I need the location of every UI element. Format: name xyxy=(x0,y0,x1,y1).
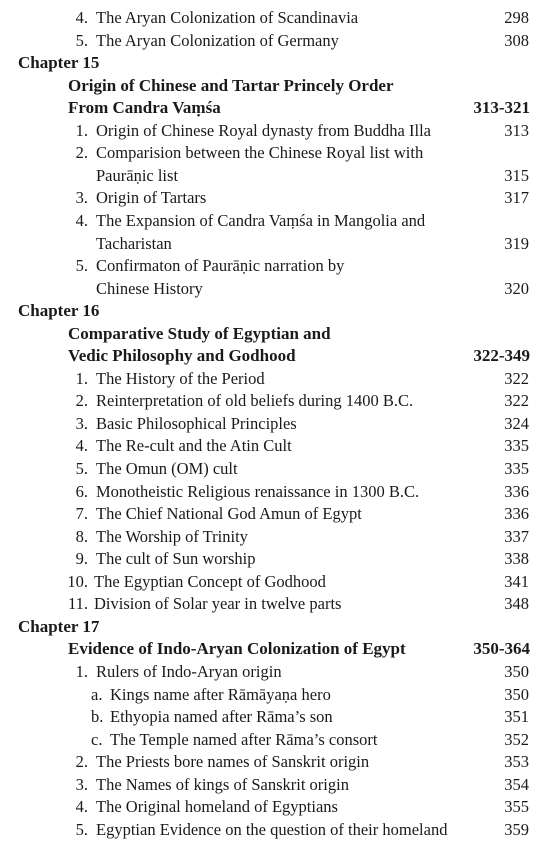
entry-text: The Re-cult and the Atin Cult xyxy=(96,436,292,456)
toc-entry xyxy=(0,187,544,209)
entry-number: 8. xyxy=(75,526,88,546)
entry-text: The Egyptian Concept of Godhood xyxy=(94,571,326,591)
page-number: 322 xyxy=(504,391,529,411)
entry-number: 6. xyxy=(75,481,88,501)
chapter-heading xyxy=(18,52,544,74)
toc-entry xyxy=(0,481,544,503)
page-number: 351 xyxy=(504,707,529,727)
chapter-label: Chapter 17 xyxy=(18,616,100,636)
entry-text: The Worship of Trinity xyxy=(96,526,248,546)
chapter-title xyxy=(0,323,544,345)
toc-entry xyxy=(0,7,544,29)
chapter-title xyxy=(0,345,544,367)
entry-number: 4. xyxy=(75,436,88,456)
page-number: 348 xyxy=(504,594,529,614)
entry-text: Basic Philosophical Principles xyxy=(96,413,297,433)
entry-number: 1. xyxy=(75,120,88,140)
chapter-label: Chapter 15 xyxy=(18,53,100,73)
entry-text: The Original homeland of Egyptians xyxy=(96,797,338,817)
entry-text: The Omun (OM) cult xyxy=(96,459,238,478)
entry-number: b. xyxy=(91,707,104,727)
page-number: 354 xyxy=(504,774,529,794)
chapter-title xyxy=(0,97,544,119)
entry-text: Division of Solar year in twelve parts xyxy=(94,594,342,614)
chapter-title xyxy=(0,75,544,97)
page-number: 308 xyxy=(504,30,529,50)
toc-entry xyxy=(0,503,544,525)
toc-entry xyxy=(0,390,544,412)
entry-text: Rulers of Indo-Aryan origin xyxy=(96,661,282,681)
toc-entry xyxy=(0,774,544,796)
entry-number: 4. xyxy=(75,210,88,230)
page-number: 359 xyxy=(504,819,529,839)
toc-entry xyxy=(0,526,544,548)
toc-entry xyxy=(0,819,544,841)
chapter-label: Chapter 16 xyxy=(18,301,100,321)
entry-number: 5. xyxy=(75,819,88,839)
chapter-heading xyxy=(18,616,544,638)
page-number: 355 xyxy=(504,797,529,817)
page-number: 298 xyxy=(504,8,529,27)
toc-entry xyxy=(0,30,544,52)
toc-entry-continuation xyxy=(0,278,544,300)
entry-number: 3. xyxy=(75,413,88,433)
entry-text: The Chief National God Amun of Egypt xyxy=(96,504,362,524)
toc-entry xyxy=(0,729,544,751)
entry-number: 2. xyxy=(75,391,88,411)
entry-number: 5. xyxy=(75,30,88,50)
entry-text: The History of the Period xyxy=(96,368,265,388)
page-number: 322 xyxy=(504,368,529,388)
page-number: 320 xyxy=(504,278,529,298)
page-number: 353 xyxy=(504,752,529,772)
entry-number: 10. xyxy=(67,571,88,591)
page-number: 313 xyxy=(504,120,529,140)
page-number: 324 xyxy=(504,413,529,433)
page-number: 337 xyxy=(504,526,529,546)
toc-entry xyxy=(0,751,544,773)
chapter-title xyxy=(0,638,544,660)
toc-entry-continuation xyxy=(0,165,544,187)
toc-entry xyxy=(0,210,544,232)
page-number: 315 xyxy=(504,165,529,185)
page-number: 350 xyxy=(504,684,529,704)
toc-entry xyxy=(0,593,544,615)
page-number: 317 xyxy=(504,188,529,208)
page-number: 319 xyxy=(504,233,529,253)
chapter-heading xyxy=(18,300,544,322)
entry-text: The Aryan Colonization of Germany xyxy=(96,30,339,50)
entry-number: 4. xyxy=(75,797,88,817)
entry-number: 5. xyxy=(75,256,88,276)
toc-entry xyxy=(0,120,544,142)
chapter-title-text: Comparative Study of Egyptian and xyxy=(68,323,331,343)
page-number: 335 xyxy=(504,436,529,456)
entry-number: 4. xyxy=(75,8,88,27)
toc-entry xyxy=(0,661,544,683)
entry-number: 7. xyxy=(75,504,88,524)
page-number: 341 xyxy=(504,571,529,591)
entry-number: a. xyxy=(91,684,103,704)
entry-text: Egyptian Evidence on the question of their homeland xyxy=(96,819,448,839)
page-number: 313-321 xyxy=(473,98,530,118)
entry-number: 3. xyxy=(75,774,88,794)
entry-text: The Names of kings of Sanskrit origin xyxy=(96,774,349,794)
entry-text: The Priests bore names of Sanskrit origin xyxy=(96,752,370,772)
entry-number: 1. xyxy=(75,661,88,681)
entry-text: Origin of Chinese Royal dynasty from Buddha Illa xyxy=(96,120,431,140)
toc-entry xyxy=(0,458,544,480)
page-number: 336 xyxy=(504,504,529,524)
page-number: 336 xyxy=(504,481,529,501)
toc-entry xyxy=(0,255,544,277)
page-number: 338 xyxy=(504,549,529,569)
entry-text: The cult of Sun worship xyxy=(96,549,256,569)
toc-entry xyxy=(0,684,544,706)
chapter-title-text: Origin of Chinese and Tartar Princely Order xyxy=(68,75,394,95)
entry-number: 2. xyxy=(75,752,88,772)
entry-number: 3. xyxy=(75,188,88,208)
entry-text: Confirmaton of Paurāṇic narration by xyxy=(96,256,345,276)
entry-text: Comparision between the Chinese Royal list with xyxy=(96,143,424,163)
chapter-title-text: Evidence of Indo-Aryan Colonization of Egypt xyxy=(68,639,406,659)
page-number: 335 xyxy=(504,459,529,478)
toc-entry-continuation xyxy=(0,233,544,255)
entry-number: c. xyxy=(91,729,103,749)
entry-number: 11. xyxy=(67,594,88,614)
entry-number: 1. xyxy=(75,368,88,388)
entry-text: Origin of Tartars xyxy=(96,188,207,208)
page-number: 322-349 xyxy=(473,346,530,366)
chapter-title-text: From Candra Vaṃśa xyxy=(68,98,221,118)
entry-text: Tacharistan xyxy=(96,233,172,253)
entry-text: The Aryan Colonization of Scandinavia xyxy=(96,8,359,27)
entry-number: 9. xyxy=(75,549,88,569)
entry-text: Paurāṇic list xyxy=(96,165,179,185)
chapter-title-text: Vedic Philosophy and Godhood xyxy=(68,346,296,366)
entry-text: Ethyopia named after Rāma’s son xyxy=(110,707,333,727)
entry-text: The Expansion of Candra Vaṃśa in Mangolia and xyxy=(96,210,426,230)
entry-text: Kings name after Rāmāyaṇa hero xyxy=(110,684,331,704)
page-number: 350 xyxy=(504,661,529,681)
entry-text: Monotheistic Religious renaissance in 1300 B.C. xyxy=(96,481,420,501)
toc-entry xyxy=(0,571,544,593)
toc-entry xyxy=(0,548,544,570)
toc-entry xyxy=(0,706,544,728)
toc-entry xyxy=(0,413,544,435)
toc-entry xyxy=(0,368,544,390)
entry-text: Reinterpretation of old beliefs during 1400 B.C. xyxy=(96,391,414,411)
page-number: 350-364 xyxy=(473,639,530,659)
entry-number: 5. xyxy=(75,459,88,478)
entry-number: 2. xyxy=(75,143,88,163)
toc-entry xyxy=(0,796,544,818)
page-number: 352 xyxy=(504,729,529,749)
entry-text: Chinese History xyxy=(96,278,203,298)
toc-entry xyxy=(0,142,544,164)
toc-entry xyxy=(0,435,544,457)
entry-text: The Temple named after Rāma’s consort xyxy=(110,729,378,749)
